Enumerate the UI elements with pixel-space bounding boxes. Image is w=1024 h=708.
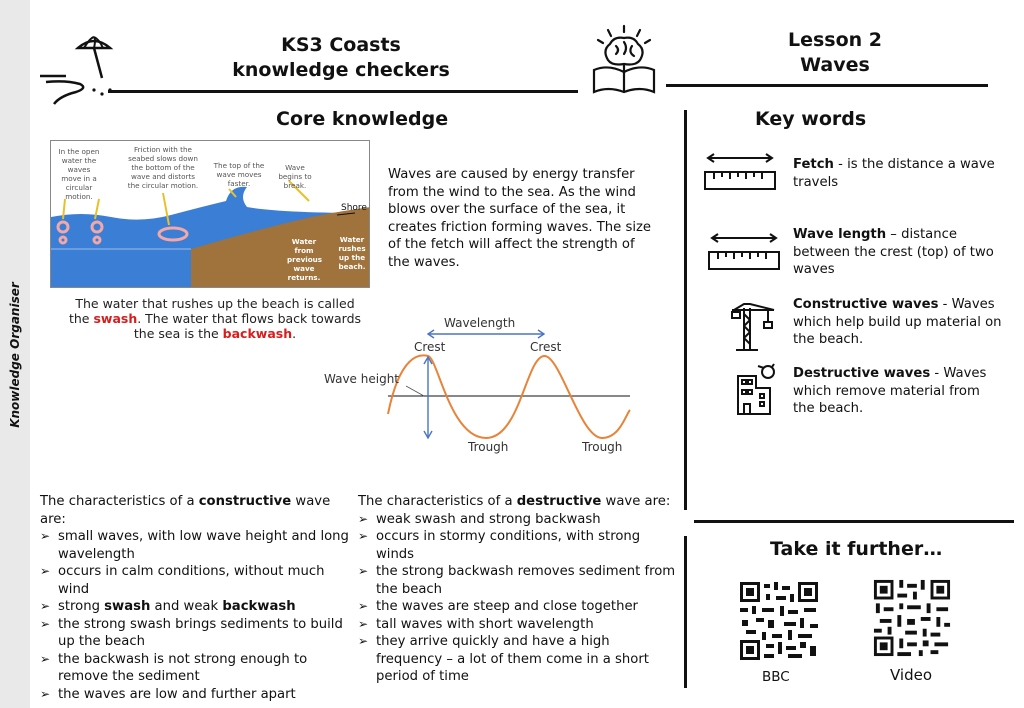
constructive-intro (40, 493, 356, 528)
keyword-def: Waves which help build up material on the beach. (793, 297, 1002, 347)
qr-label-bbc: BBC (762, 669, 790, 685)
diagram-note-rushes: Water rushes up the beach. (338, 235, 366, 271)
sidebar-label-text: Knowledge Organiser (8, 282, 22, 428)
caption-text-2: . The water that flows back towards the sea is the (133, 311, 362, 341)
keyword-term: Destructive waves (793, 366, 931, 381)
swash-item-bold-1: swash (104, 599, 151, 614)
title-line-1: KS3 Coasts (281, 34, 401, 56)
keyword-wave-length (793, 226, 1005, 279)
caption-swash: swash (93, 311, 138, 326)
brain-book-icon (588, 24, 660, 98)
crane-icon (730, 300, 778, 352)
keyword-sep: – (886, 227, 902, 242)
swash-item-mid: and weak (150, 599, 223, 614)
coast-diagram (50, 140, 370, 288)
caption-text-1: The water that rushes up the beach is called the (68, 296, 355, 326)
keyword-term: Constructive waves (793, 297, 939, 312)
swash-item-pre: strong (58, 599, 105, 614)
keyword-sep: - (938, 297, 952, 312)
column-divider-lower (684, 536, 687, 688)
diagram-note-open-water: In the open water the waves move in a circular motion. (58, 147, 100, 201)
list-item: ➢ small waves, with low wave height and long wavelength (40, 528, 356, 563)
caption-text-3: . (292, 326, 297, 341)
ruler-arrow-icon (702, 152, 778, 192)
diagram-note-breaking: Wave begins to break. (278, 163, 312, 190)
keyword-term: Wave length (793, 227, 887, 242)
further-rule (694, 520, 1014, 523)
list-item (40, 598, 356, 616)
destructive-intro-bold: destructive (516, 494, 602, 509)
qr-code-icon (738, 580, 820, 662)
constructive-intro-bold: constructive (198, 494, 292, 509)
take-it-further-heading: Take it further… (770, 538, 943, 560)
list-item: ➢ weak swash and strong backwash (358, 511, 676, 529)
list-item: ➢ the strong backwash removes sediment from the beach (358, 563, 676, 598)
trough-label-1: Trough (468, 440, 509, 454)
list-item: ➢ the waves are low and further apart (40, 686, 356, 704)
column-divider (684, 110, 687, 510)
destructive-intro (358, 493, 676, 511)
core-intro-text: Waves are caused by energy transfer from the wind to the sea. As the wind blows over the surface of the sea, it creates friction forming waves. The size of the fetch will affect the strength of the waves. (388, 167, 652, 270)
diagram-note-friction: Friction with the seabed slows down the bottom of the wave and distorts the circular motion. (127, 145, 199, 190)
title-line-2: knowledge checkers (232, 59, 450, 81)
keyword-constructive (793, 296, 1005, 349)
keyword-fetch (793, 156, 1005, 191)
keyword-destructive (793, 365, 1005, 418)
wave-height-label: Wave height (324, 372, 399, 386)
header-rule-right (666, 84, 988, 87)
lesson-line-1: Lesson 2 (787, 29, 883, 51)
caption-backwash: backwash (222, 326, 293, 341)
list-item: ➢ occurs in calm conditions, without much wind (40, 563, 356, 598)
keyword-def: is the distance a wave travels (793, 157, 995, 190)
wavelength-label: Wavelength (444, 316, 516, 330)
header-rule-left (108, 90, 578, 93)
list-item: ➢ the waves are steep and close together (358, 598, 676, 616)
keyword-sep: - (833, 157, 848, 172)
qr-code-icon-video[interactable] (872, 578, 952, 658)
list-item: ➢ they arrive quickly and have a high frequency – a lot of them come in a short period of time (358, 633, 676, 686)
trough-label-2: Trough (582, 440, 623, 454)
destructive-list (358, 511, 676, 686)
list-item: ➢ tall waves with short wavelength (358, 616, 676, 634)
page-title (210, 33, 472, 83)
constructive-section (40, 493, 356, 703)
swash-item-bold-2: backwash (222, 599, 296, 614)
wave-diagram (320, 314, 640, 460)
diagram-note-returns: Water from previous wave returns. (287, 237, 323, 282)
crest-label-2: Crest (530, 340, 562, 354)
destructive-intro-post: wave are: (601, 494, 671, 509)
qr-label-video: Video (890, 666, 933, 684)
qr-code-icon (872, 578, 952, 658)
sidebar-label (0, 0, 30, 708)
keyword-def: distance between the crest (top) of two waves (793, 227, 994, 277)
keyword-def: Waves which remove material from the beach. (793, 366, 987, 416)
keyword-sep: - (930, 366, 944, 381)
core-knowledge-heading: Core knowledge (276, 108, 449, 130)
lesson-title (760, 28, 910, 78)
constructive-intro-pre: The characteristics of a (40, 494, 199, 509)
ruler-arrow-icon (706, 230, 782, 272)
destructive-intro-pre: The characteristics of a (358, 494, 517, 509)
keyword-term: Fetch (793, 157, 834, 172)
key-words-heading: Key words (755, 108, 867, 130)
list-item: ➢ the backwash is not strong enough to remove the sediment (40, 651, 356, 686)
crest-label-1: Crest (414, 340, 446, 354)
list-item: ➢ the strong swash brings sediments to build up the beach (40, 616, 356, 651)
lesson-line-2: Waves (800, 54, 870, 76)
qr-code-icon-bbc[interactable] (738, 580, 820, 662)
list-item: ➢ occurs in stormy conditions, with strong winds (358, 528, 676, 563)
diagram-shore-label: Shore (341, 203, 367, 213)
destructive-section (358, 493, 676, 686)
constructive-list (40, 528, 356, 703)
demolition-building-icon (734, 362, 778, 416)
diagram-note-top-faster: The top of the wave moves faster. (213, 161, 265, 188)
constructive-intro-post: wave are: (40, 494, 331, 527)
beach-umbrella-icon (36, 34, 116, 106)
